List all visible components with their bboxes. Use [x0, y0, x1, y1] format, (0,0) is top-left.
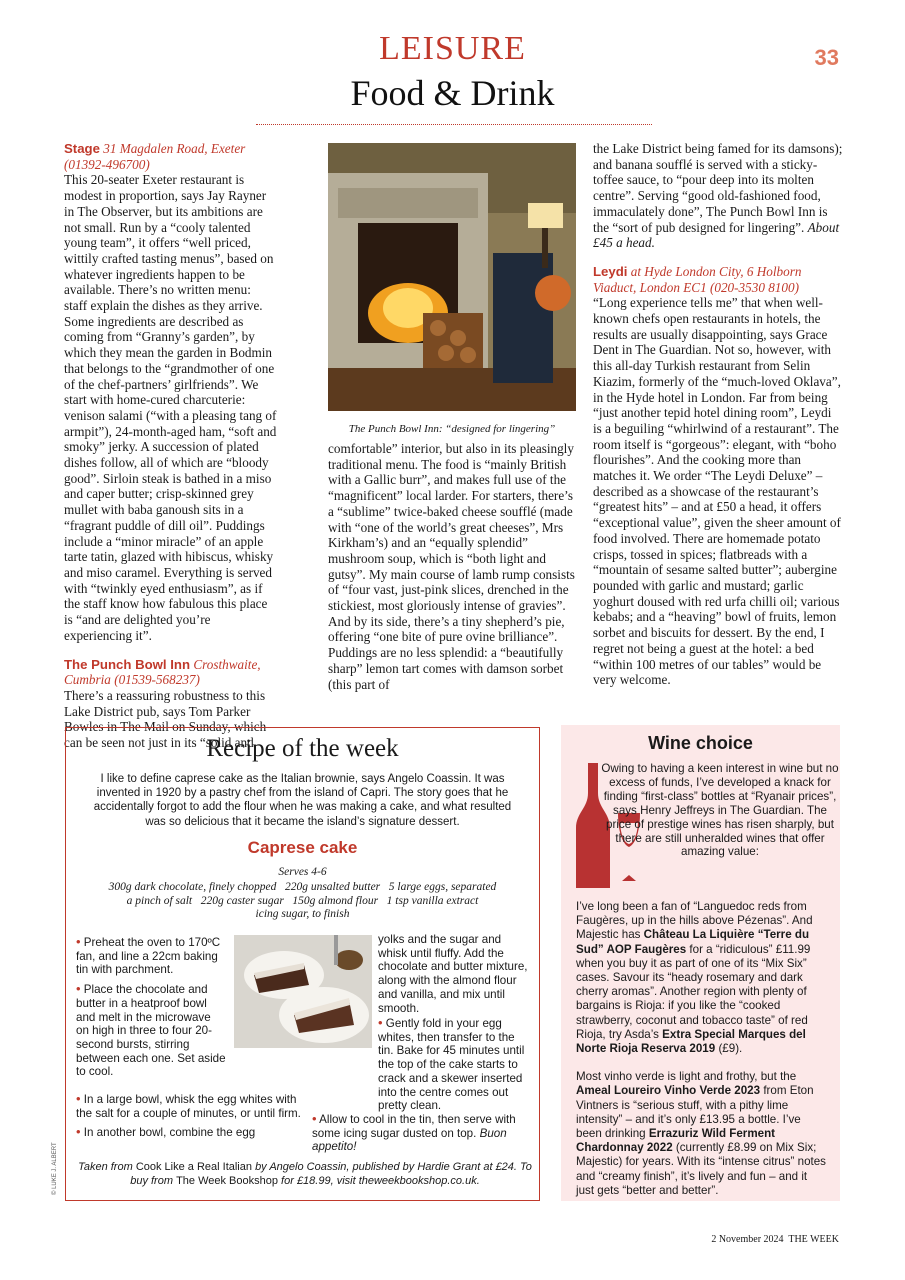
wine-name: Château La Liquière “Terre du Sud” AOP Faugères — [576, 928, 810, 956]
wine-body — [576, 900, 828, 1212]
ingredients-line: icing sugar, to finish — [255, 908, 350, 921]
wine-paragraph — [576, 1070, 828, 1198]
title-divider — [256, 124, 652, 125]
sign-off: Buon appetito! — [312, 1126, 507, 1154]
page-number: 33 — [814, 45, 839, 70]
wine-text: for a “ridiculous” £11.99 when you buy it as part of one of its “Mix Six” cases. Savour its “heady rosemary and dark cherry aromas”. Another region with plenty of bargains is Rioja: if you like the “cooked strawberry, coconut and tobacco taste” of red Rioja, try Asda’s — [576, 942, 811, 1041]
recipe-step — [312, 1112, 532, 1154]
cake-photo — [234, 935, 372, 1048]
fireplace-illustration — [328, 143, 576, 411]
recipe-source — [76, 1161, 534, 1188]
wine-intro: Owing to having a keen interest in wine but no excess of funds, I’ve developed a knack for finding “first-class” bottles at “Ryanair prices”, says Henry Jeffreys in The Guardian. The price of prestige wines has risen sharply, but there are still unheralded wines that offer amazing value: — [601, 762, 839, 859]
step-text: Place the chocolate and butter in a heatproof bowl and melt in the microwave on high in three to four 20-second bursts, stirring between each one. Set aside to cool. — [76, 983, 226, 1079]
column-right — [593, 141, 843, 701]
review-address: Crosthwaite, Cumbria (01539-568237) — [64, 656, 261, 688]
wine-name: Ameal Loureiro Vinho Verde 2023 — [576, 1084, 761, 1098]
bullet-icon: • — [312, 1111, 317, 1126]
source-text: Taken from — [78, 1161, 133, 1173]
review-body-continued: comfortable” interior, but also in its pleasingly traditional menu. The food is “mainly British with a Gallic burr”, and makes full use of the “magnificent” local larder. For starters, there’s a “sublime” twice-baked cheese soufflé (made with “one of the world’s great cheeses”, Mrs Kirkham’s) and an “equally splendid” mushroom soup, which is “both light and gutsy”. My main course of lamb rump consists of “four vast, just-pink slices, drenched in the stickiest, most gloriously intense of gravies”. And by its side, there’s a tiny shepherd’s pie, offering “one bite of pure ovine brilliance”. Puddings are no less splendid: a “beautifully sharp” lemon tart comes with damson sorbet (this part of — [328, 441, 575, 692]
cake-illustration — [234, 935, 372, 1048]
source-text: by Angelo Coassin, published by Hardie Grant at £24. To buy from — [130, 1161, 532, 1187]
bookshop-name: The Week Bookshop — [176, 1174, 278, 1187]
recipe-step — [76, 1092, 306, 1120]
bullet-icon: • — [76, 981, 81, 997]
fireplace-photo — [328, 143, 576, 411]
ingredients-line: a pinch of salt 220g caster sugar 150g almond flour 1 tsp vanilla extract — [126, 894, 479, 907]
step-text: In a large bowl, whisk the egg whites with the salt for a couple of minutes, or until firm. — [76, 1093, 301, 1120]
review-name: The Punch Bowl Inn — [64, 656, 191, 672]
wine-paragraph — [576, 900, 828, 1056]
bullet-icon: • — [378, 1015, 383, 1030]
wine-text: Most vinho verde is light and frothy, but the — [576, 1070, 797, 1084]
recipe-step — [76, 1125, 306, 1140]
recipe-steps-left — [76, 935, 226, 1084]
recipe-step — [76, 982, 226, 1079]
page-footer: 2 November 2024 THE WEEK — [711, 1234, 839, 1245]
review-price: About £45 a head. — [593, 219, 840, 251]
recipe-name: Caprese cake — [247, 838, 358, 857]
column-left — [64, 141, 277, 764]
recipe-step — [76, 935, 226, 977]
step-text: In another bowl, combine the egg — [83, 1126, 256, 1140]
review-address: 31 Magdalen Road, Exeter (01392-496700) — [64, 141, 246, 172]
recipe-step-continued: yolks and the sugar and whisk until fluffy. Add the chocolate and butter mixture, along with the almond flour and vanilla, and mix until smooth. — [378, 933, 528, 1015]
review-punch-bowl-end — [593, 141, 843, 251]
recipe-steps-right-2 — [378, 1016, 530, 1118]
recipe-step — [378, 1016, 530, 1113]
recipe-heading: Recipe of the week — [206, 735, 399, 762]
wine-heading: Wine choice — [648, 733, 753, 753]
photo-credit: © LUKE J. ALBERT — [52, 1142, 58, 1195]
bullet-icon: • — [76, 1124, 81, 1140]
review-body-end: the Lake District being famed for its damsons); and banana soufflé is served with a sticky-toffee sauce, to “pour deep into its molten centre”. Serving “good old-fashioned food, immaculately done”, The Punch Bowl Inn is the “sort of pub designed for lingering”. — [593, 141, 843, 235]
review-address: at Hyde London City, 6 Holborn Viaduct, London EC1 (020-3530 8100) — [593, 263, 802, 295]
wine-text: (£9). — [718, 1042, 743, 1056]
review-body: “Long experience tells me” that when well-known chefs open restaurants in hotels, the results are usually disappointing, says Grace Dent in The Guardian. Not so, however, with this all-day Turkish restaurant from Selin Kiazim, formerly of the “much-loved Oklava”, in the Hyde hotel in London. Far from being “just another tepid hotel dining room”, Leydi is a beguiling “whirlwind of a restaurant”. The room itself is “gorgeous”: elegant, with “boho flourishes”. And the cooking more than matches it. We order “The Leydi Deluxe” – described as a showcase of the restaurant’s “greatest hits” – and at £50 a head, it offers “exceptional value”, given the sheer amount of food involved. There are homemade potato crisps, tossed in spices; flatbreads with a “mountain of sesame salted butter”; aubergine pounded with garlic and mustard; garlic yoghurt doused with red urfa chilli oil; various kebabs; and a “heaving” bowl of fruits, lemon sorbet and biscuits for dessert. By the end, I regret not being a guest at the hotel: a bed “within 100 metres of our tables” would be very welcome. — [593, 295, 841, 688]
recipe-serves: Serves 4-6 — [278, 866, 327, 878]
wine-name: Extra Special Marques del Norte Rioja Reserva 2019 — [576, 1027, 806, 1056]
step-text: Preheat the oven to 170ºC fan, and line a 22cm baking tin with parchment. — [76, 936, 221, 977]
column-middle — [328, 441, 576, 705]
recipe-steps-final — [312, 1112, 532, 1159]
review-body: There’s a reassuring robustness to this Lake District pub, says Tom Parker Bowles in The Mail on Sunday, which can be seen not just in its “solid and — [64, 687, 267, 751]
wine-text: from Eton Vintners is “serious stuff, with a pithy lime intensity” – and it’s only £13.95 a bottle. I’ve been drinking — [576, 1084, 814, 1141]
book-title: Cook Like a Real Italian — [135, 1161, 252, 1173]
step-text: Gently fold in your egg whites, then transfer to the tin. Bake for 45 minutes until the top of the cake starts to crack and a skewer inserted into the centre comes out pretty clean. — [378, 1017, 525, 1113]
review-stage — [64, 141, 277, 644]
bullet-icon: • — [76, 934, 81, 949]
wine-text: (currently £8.99 on Mix Six; Majestic) for years. With its “intense citrus” notes and “creamy finish”, it’s lively and fun – and it just gets “better and better”. — [576, 1141, 826, 1197]
review-name: Leydi — [593, 263, 628, 279]
page-title: Food & Drink — [350, 73, 555, 113]
review-body: This 20-seater Exeter restaurant is modest in proportion, says Jay Rayner in The Observer, but its ambitions are not small. Run by a “cooly talented young team”, it offers “well priced, wittily crafted tasting menus”, based on whatever ingredients happen to be available. There’s no written menu: staff explain the dishes as they arrive. Some ingredients are described as coming from “Granny’s garden”, by which they mean the garden in Bodmin that belongs to the “grandmother of one of the chef-partners’ girlfriends”. We start with home-cured charcuterie: venison salami (“with a pleasing tang of armpit”), 24-month-aged ham, “soft and smoky” jerky. A succession of plated dishes follow, all of which are “bloody good”. Sirloin steak is bathed in a miso and caper butter; crisp-skinned grey mullet with baba ganoush sits in a “fragrant puddle of dill oil”. Puddings include a “minor miracle” of an apple tarte tatin, glazed with hibiscus, whisky and miso caramel. Everything is served with “twinkly eyed enthusiasm”, as if the staff know how fabulous this place is “and are delighted you’re experiencing it”. — [64, 172, 277, 643]
ingredients-line: 300g dark chocolate, finely chopped 220g unsalted butter 5 large eggs, separated — [108, 881, 497, 893]
step-text: Allow to cool in the tin, then serve with some icing sugar dusted on top. — [312, 1113, 516, 1140]
recipe-steps-right — [378, 933, 530, 1020]
wine-text: I’ve long been a fan of “Languedoc reds from Faugères, up in the hills above Pézenas”. And Majestic has — [576, 900, 813, 942]
bullet-icon: • — [76, 1091, 81, 1106]
recipe-intro: I like to define caprese cake as the Italian brownie, says Angelo Coassin. It was invented in 1920 by a pastry chef from the island of Capri. The story goes that he accidentally forgot to add the flour when he was making a cake, and what resulted was so delicious that it became the island’s signature dessert. — [93, 773, 512, 828]
recipe-ingredients — [80, 881, 525, 922]
review-name: Stage — [64, 141, 100, 156]
wine-name: Errazuriz Wild Ferment Chardonnay 2022 — [576, 1127, 776, 1155]
photo-caption: The Punch Bowl Inn: “designed for lingering” — [348, 423, 556, 435]
recipe-steps-bottom — [76, 1092, 306, 1145]
review-leydi — [593, 264, 843, 688]
source-text: for £18.99, visit theweekbookshop.co.uk. — [281, 1174, 480, 1187]
section-title: LEISURE — [379, 30, 526, 67]
